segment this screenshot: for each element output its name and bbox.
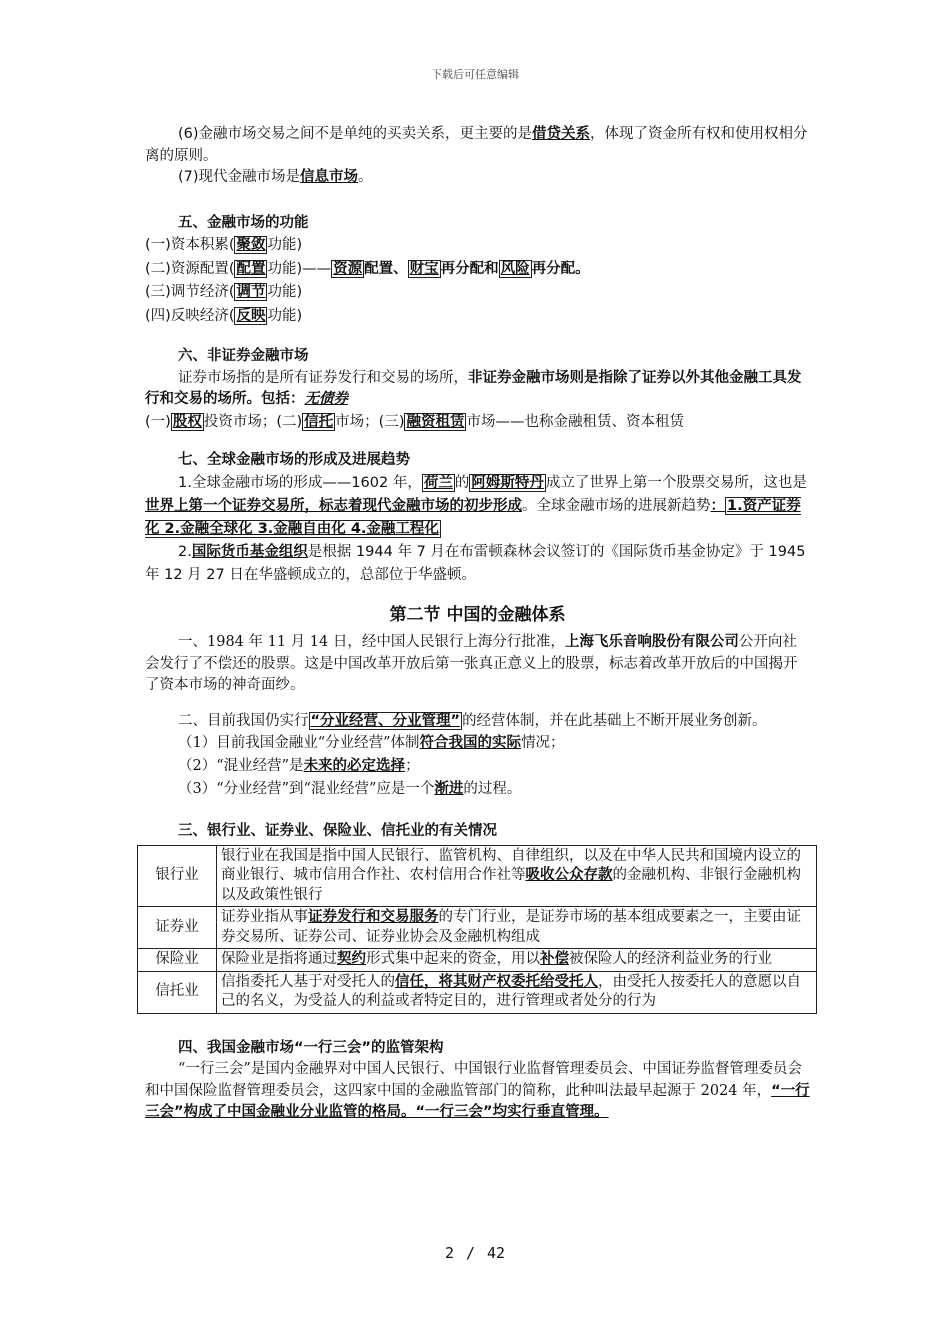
boxed-term: 聚敛 (236, 237, 266, 253)
text: 信指委托人基于对受托人的 (221, 973, 395, 990)
text: 功能) (267, 307, 303, 324)
list-item-3 (145, 778, 810, 801)
text: 2. (178, 543, 192, 560)
current-page: 2 (444, 1244, 454, 1262)
function-line-3 (145, 281, 810, 305)
text: 的经营体制，并在此基础上不断开展业务创新。 (462, 712, 767, 729)
text: ，由受托人按委托人的意愿以自己的名义，为受益人的利益或者特定目的，进行管理或者处分的行为 (221, 973, 801, 1009)
text: 。 (358, 169, 373, 185)
boxed-term: 反映 (236, 307, 266, 324)
text: 保险业是指将通过 (221, 951, 337, 967)
underlined-term: ： (710, 497, 725, 514)
page-number (0, 1244, 950, 1262)
text: 形式集中起来的资金，用以 (366, 951, 540, 967)
bold-text: 非证券金融市场则是指除了证券以外其他金融工具发行和交易的场所。包括： (145, 369, 802, 407)
italic-term: 无债券 (304, 391, 348, 407)
boxed-term: 调节 (236, 284, 266, 300)
text: (一)资本积累( (145, 237, 235, 253)
text: 再分配和 (440, 260, 499, 277)
boxed-term: 资源 (333, 260, 363, 277)
boxed-term: “分业经营、分业管理” (310, 712, 461, 729)
list-item-2 (145, 755, 810, 778)
function-line-1 (145, 234, 810, 258)
text: (6)金融市场交易之间不是单纯的买卖关系，更主要的是 (178, 126, 533, 142)
text: 配置、 (364, 260, 408, 277)
underlined-term: 未来的必定选择 (303, 758, 406, 774)
section-7-paragraph-1 (145, 472, 810, 541)
text: (三)调节经济( (145, 284, 235, 300)
paragraph-6 (145, 124, 810, 167)
text: 市场；(三) (335, 413, 405, 430)
bold-text: 上海飞乐音响股份有限公司 (564, 634, 739, 650)
boxed-term: 荷兰 (423, 474, 453, 491)
document-body (145, 124, 810, 1124)
boxed-term: 阿姆斯特丹 (471, 474, 544, 491)
row-description (217, 949, 817, 972)
text: （2）“混业经营”是 (178, 758, 304, 774)
section-7-heading: 七、全球金融市场的形成及进展趋势 (178, 452, 410, 468)
underlined-term: 证券发行和交易服务 (308, 909, 439, 925)
text: 再分配。 (531, 260, 590, 277)
underlined-term: 国际货币基金组织 (191, 543, 308, 560)
page-header: 下载后可任意编辑 (431, 68, 519, 81)
text: (四)反映经济( (145, 307, 235, 324)
row-description (217, 907, 817, 949)
boxed-term: 配置 (236, 260, 266, 277)
paragraph-7 (145, 167, 810, 189)
row-label: 保险业 (138, 949, 217, 972)
underlined-term: 渐进 (434, 781, 464, 797)
underlined-term: “一行三会”构成了中国金融业分业监管的格局。“一行三会”均实行垂直管理。 (145, 1082, 810, 1120)
underlined-term: 世界上第一个证券交易所，标志着现代金融市场的初步形成 (145, 497, 522, 514)
text: 的金融机构、非银行金融机构以及政策性银行 (221, 867, 801, 903)
table-row (138, 971, 817, 1013)
text: ； (405, 758, 420, 774)
section-4-paragraph (145, 1059, 810, 1124)
text: 公开向社会发行了不偿还的股票。这是中国改革开放后第一张真正意义上的股票，标志着改革开放后的中国揭开了资本市场的神奇面纱。 (145, 634, 798, 693)
section-4-heading: 四、我国金融市场“一行三会”的监管架构 (178, 1039, 444, 1056)
section-7-paragraph-2 (145, 541, 810, 587)
table-row (138, 907, 817, 949)
text: 功能) (267, 284, 303, 300)
table-row (138, 845, 817, 907)
section-6-markets (145, 411, 810, 435)
boxed-term: 1.资产证券化 2.金融全球化 3.金融自由化 4.金融工程化 (145, 497, 801, 537)
section-6-paragraph (145, 368, 810, 411)
text: （3）“分业经营”到“混业经营”应是一个 (178, 781, 435, 797)
underlined-term: 借贷关系 (532, 126, 591, 142)
boxed-term: 股权 (172, 413, 202, 430)
section-6-heading: 六、非证券金融市场 (178, 348, 309, 364)
section-5-heading: 五、金融市场的功能 (178, 214, 309, 231)
underlined-term: 吸收公众存款 (525, 867, 613, 883)
list-item-1 (145, 732, 810, 755)
page-separator: / (465, 1244, 475, 1262)
text: 被保险人的经济利益业务的行业 (569, 951, 772, 967)
text: “一行三会”是国内金融界对中国人民银行、中国银行业监督管理委员会、中国证券监督管理委员会和中国保险监督管理委员会，这四家中国的金融监管部门的简称，此种叫法最早起源于 2024 年， (145, 1061, 802, 1099)
row-label: 信托业 (138, 971, 217, 1013)
text: 市场——也称金融租赁、资本租赁 (466, 413, 684, 430)
text: ，体现了资金所有权和使用权相分离的原则。 (145, 126, 808, 164)
text: 1.全球金融市场的形成——1602 年， (178, 474, 422, 491)
underlined-term: 信任，将其财产权委托给受托人 (395, 973, 598, 990)
text: 是根据 1944 年 7 月在布雷顿森林会议签订的《国际货币基金协定》于 1945 年 12 月 27 日在华盛顿成立的，总部位于华盛顿。 (145, 543, 806, 583)
text: 情况； (521, 735, 565, 751)
text: 的 (454, 474, 470, 491)
section-3-heading: 三、银行业、证券业、保险业、信托业的有关情况 (178, 823, 497, 839)
industry-table (137, 845, 817, 1014)
boxed-term: 融资租赁 (406, 413, 465, 430)
total-pages: 42 (487, 1244, 506, 1262)
text: 的专门行业，是证券市场的基本组成要素之一，主要由证券交易所、证券公司、证券业协会及金融机构组成 (221, 909, 801, 945)
function-line-4 (145, 305, 810, 329)
text: (二)资源配置( (145, 260, 235, 277)
underlined-term: 符合我国的实际 (419, 735, 522, 751)
text: 证券市场指的是所有证券发行和交易的场所， (178, 369, 468, 386)
text: 二、目前我国仍实行 (178, 712, 309, 729)
section-2-paragraph-1 (145, 632, 810, 697)
section-2-paragraph-2 (145, 711, 810, 733)
row-description (217, 845, 817, 907)
text: 。全球金融市场的进展新趋势 (522, 497, 711, 514)
text: 投资市场；(二) (203, 413, 303, 430)
chapter-section-title: 第二节 中国的金融体系 (389, 604, 566, 625)
text: 一、1984 年 11 月 14 日，经中国人民银行上海分行批准， (178, 634, 565, 650)
text: 银行业在我国是指中国人民银行、监管机构、自律组织，以及在中华人民共和国境内设立的商业银行、城市信用合作社、农村信用合作社等 (221, 847, 801, 883)
text: 的过程。 (463, 781, 522, 797)
underlined-term: 契约 (337, 951, 366, 967)
underlined-term: 信息市场 (300, 169, 359, 185)
text: 功能) (267, 237, 303, 253)
boxed-term: 风险 (500, 260, 530, 277)
row-label: 银行业 (138, 845, 217, 907)
underlined-term: 补偿 (540, 951, 569, 967)
boxed-term: 财宝 (409, 260, 439, 277)
text: 功能)—— (267, 260, 332, 277)
row-description (217, 971, 817, 1013)
text: (一) (145, 413, 171, 430)
text: （1）目前我国金融业“分业经营”体制 (178, 735, 420, 751)
table-row (138, 949, 817, 972)
row-label: 证券业 (138, 907, 217, 949)
text: (7)现代金融市场是 (178, 169, 301, 185)
text: 成立了世界上第一个股票交易所，这也是 (545, 474, 807, 491)
text: 证券业指从事 (221, 909, 308, 925)
function-line-2 (145, 258, 810, 282)
boxed-term: 信托 (304, 413, 334, 430)
